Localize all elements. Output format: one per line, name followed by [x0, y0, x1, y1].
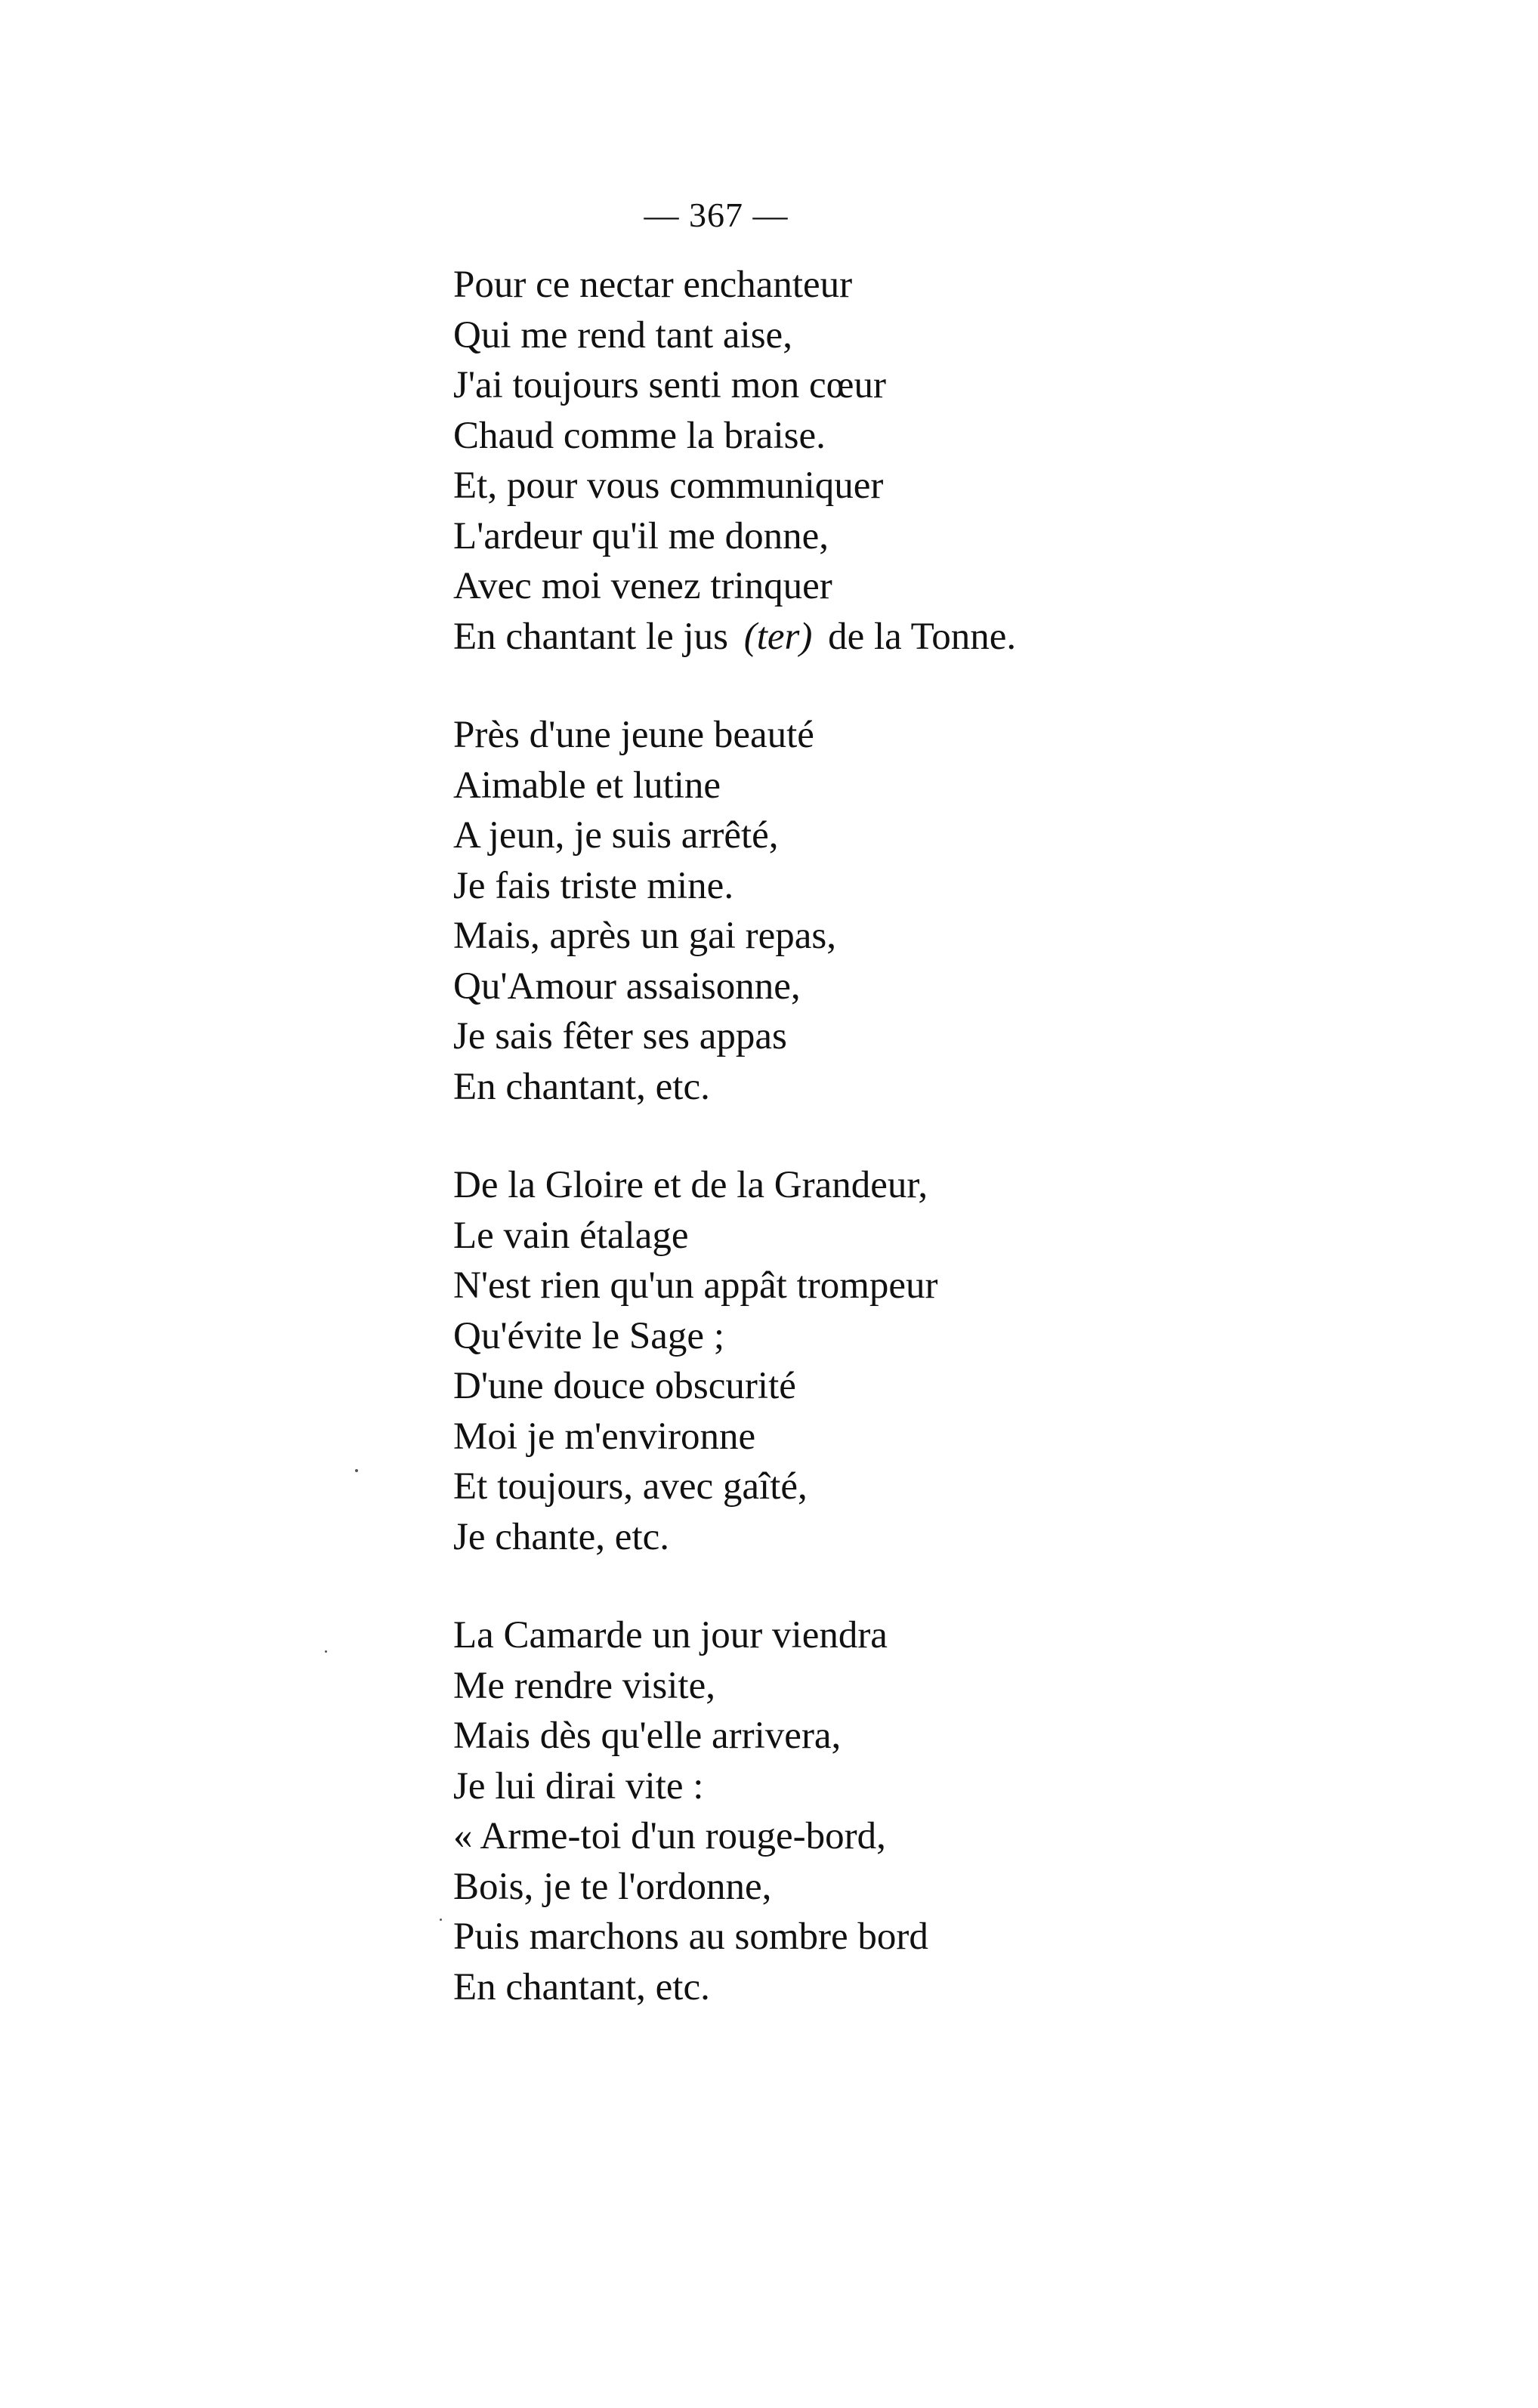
page-number: — 367 — [644, 196, 789, 234]
refrain-line [453, 612, 1284, 662]
verse-line: L'ardeur qu'il me donne, [453, 514, 829, 557]
refrain-text-before: En chantant le jus [453, 615, 728, 658]
verse-line: Mais dès qu'elle arrivera, [453, 1715, 842, 1757]
stanza-4 [453, 1610, 1284, 2012]
paper-speck [355, 1469, 358, 1472]
verse-line: Puis marchons au sombre bord [453, 1916, 928, 1958]
verse-line: Je chante, etc. [453, 1515, 670, 1558]
verse-line: A jeun, je suis arrêté, [453, 814, 779, 857]
verse-line: Aimable et lutine [453, 764, 721, 807]
poem [453, 260, 1284, 2061]
stanza-2 [453, 710, 1284, 1112]
verse-line: Et, pour vous communiquer [453, 465, 884, 507]
verse-line: La Camarde un jour viendra [453, 1614, 888, 1656]
verse-line: Qui me rend tant aise, [453, 313, 792, 357]
verse-line: Qu'Amour assaisonne, [453, 965, 801, 1008]
verse-line: Moi je m'environne [453, 1415, 756, 1458]
stanza-1 [453, 260, 1284, 662]
verse-line: Pour ce nectar enchanteur [453, 264, 853, 306]
verse-line: De la Gloire et de la Grandeur, [453, 1164, 928, 1206]
verse-line: Le vain étalage [453, 1214, 689, 1257]
verse-line: Près d'une jeune beauté [453, 714, 814, 756]
verse-line: Bois, je te l'ordonne, [453, 1865, 772, 1908]
verse-line: En chantant, etc. [453, 1965, 710, 2008]
verse-line: Qu'évite le Sage ; [453, 1314, 724, 1357]
verse-line: N'est rien qu'un appât trompeur [453, 1264, 938, 1307]
paper-speck [440, 1919, 442, 1921]
verse-line: Je lui dirai vite : [453, 1764, 704, 1808]
verse-line: Je sais fêter ses appas [453, 1015, 787, 1057]
verse-line: « Arme-toi d'un rouge-bord, [453, 1815, 886, 1857]
refrain-repeat-note: (ter) [743, 615, 813, 658]
verse-line: En chantant, etc. [453, 1065, 710, 1108]
verse-line: Et toujours, avec gaîté, [453, 1465, 808, 1508]
verse-line: J'ai toujours senti mon cœur [453, 364, 886, 406]
verse-line: Je fais triste mine. [453, 864, 734, 907]
verse-line: Me rendre visite, [453, 1664, 715, 1707]
stanza-3 [453, 1160, 1284, 1562]
verse-line: Chaud comme la braise. [453, 414, 826, 457]
verse-line: Avec moi venez trinquer [453, 565, 832, 607]
verse-line: D'une douce obscurité [453, 1365, 796, 1407]
verse-line: Mais, après un gai repas, [453, 915, 837, 957]
refrain-text-after: de la Tonne. [828, 615, 1017, 658]
paper-speck [325, 1650, 327, 1653]
